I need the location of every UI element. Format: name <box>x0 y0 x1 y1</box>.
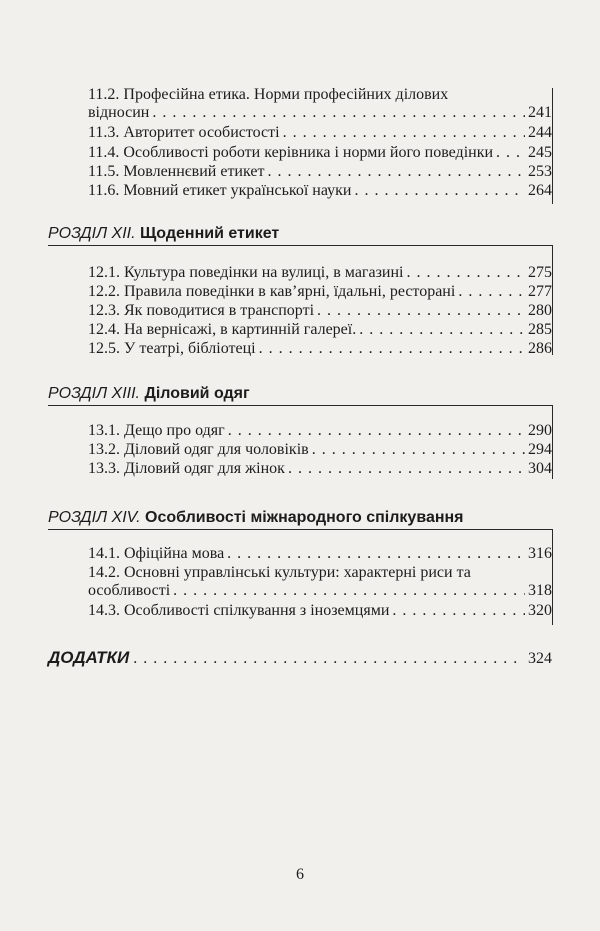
toc-entry-12-4 <box>88 321 552 339</box>
margin-rule <box>552 529 553 625</box>
toc-entry-13-1 <box>88 422 552 440</box>
page-number: 6 <box>296 866 304 883</box>
page-ref: 245 <box>528 144 552 161</box>
margin-rule <box>552 405 553 479</box>
leader-dots <box>133 650 524 668</box>
toc-entry-12-3 <box>88 302 552 320</box>
page-ref: 275 <box>528 264 552 281</box>
section-heading-12 <box>48 224 552 244</box>
toc-entry-11-2 <box>88 86 552 122</box>
leader-dots <box>227 545 525 563</box>
page-ref: 241 <box>528 104 552 121</box>
leader-dots <box>283 124 525 142</box>
appendix-title: ДОДАТКИ <box>48 648 130 667</box>
page-ref: 318 <box>528 582 552 599</box>
leader-dots <box>152 104 525 122</box>
page-ref: 244 <box>528 124 552 141</box>
entry-text: 14.3. Особливості спілкування з іноземцями <box>88 602 390 619</box>
heading-rule <box>48 405 553 406</box>
toc-entry-13-2 <box>88 441 552 459</box>
leader-dots <box>288 460 525 478</box>
section-heading-14 <box>48 508 552 528</box>
entry-text: 12.4. На вернісажі, в картинній галереї. <box>88 321 357 338</box>
toc-entry-11-4 <box>88 144 552 162</box>
leader-dots <box>458 283 525 301</box>
section-label: РОЗДІЛ XIII. <box>48 385 140 402</box>
entry-text: 14.1. Офіційна мова <box>88 545 225 562</box>
heading-rule <box>48 529 553 530</box>
leader-dots <box>228 422 525 440</box>
entry-text: 12.3. Як поводитися в транспорті <box>88 302 315 319</box>
entry-text: 11.2. Професійна етика. Норми професійних ділових <box>88 86 449 103</box>
entry-text: 11.5. Мовленнєвий етикет <box>88 163 265 180</box>
page-ref: 324 <box>528 650 552 667</box>
toc-entry-12-2 <box>88 283 552 301</box>
entry-text: 13.1. Дещо про одяг <box>88 422 225 439</box>
page-ref: 294 <box>528 441 552 458</box>
entry-text: 13.3. Діловий одяг для жінок <box>88 460 285 477</box>
entry-text: 12.1. Культура поведінки на вулиці, в магазині <box>88 264 404 281</box>
leader-dots <box>406 264 525 282</box>
toc-entry-13-3 <box>88 460 552 478</box>
entry-text: 13.2. Діловий одяг для чоловіків <box>88 441 309 458</box>
entry-text: 11.4. Особливості роботи керівника і норми його поведінки <box>88 144 494 161</box>
entry-text-cont: особливості <box>88 582 171 599</box>
section-title: Діловий одяг <box>144 385 250 402</box>
page-ref: 290 <box>528 422 552 439</box>
entry-text: 12.5. У театрі, бібліотеці <box>88 340 256 357</box>
leader-dots <box>173 582 525 600</box>
entry-text: 14.2. Основні управлінські культури: характерні риси та <box>88 564 471 581</box>
margin-rule <box>552 245 553 355</box>
toc-entry-11-3 <box>88 124 552 142</box>
page-ref: 253 <box>528 163 552 180</box>
page-ref: 277 <box>528 283 552 300</box>
toc-entry-14-1 <box>88 545 552 563</box>
leader-dots <box>312 441 525 459</box>
page-ref: 316 <box>528 545 552 562</box>
leader-dots <box>354 182 525 200</box>
leader-dots <box>317 302 525 320</box>
leader-dots <box>267 163 525 181</box>
section-title: Особливості міжнародного спілкування <box>145 509 464 526</box>
page-ref: 304 <box>528 460 552 477</box>
section-title: Щоденний етикет <box>140 225 280 242</box>
page-ref: 320 <box>528 602 552 619</box>
appendix-entry <box>48 648 552 668</box>
toc-entry-12-1 <box>88 264 552 282</box>
toc-entry-14-3 <box>88 602 552 620</box>
leader-dots <box>392 602 525 620</box>
entry-text: 11.6. Мовний етикет української науки <box>88 182 352 199</box>
leader-dots <box>359 321 525 339</box>
heading-rule <box>48 245 553 246</box>
toc-entry-11-6 <box>88 182 552 200</box>
section-heading-13 <box>48 384 552 404</box>
toc-entry-11-5 <box>88 163 552 181</box>
entry-text: 12.2. Правила поведінки в кав’ярні, їдальні, ресторані <box>88 283 456 300</box>
entry-text: 11.3. Авторитет особистості <box>88 124 280 141</box>
toc-entry-14-2 <box>88 564 552 600</box>
page-ref: 285 <box>528 321 552 338</box>
page-ref: 280 <box>528 302 552 319</box>
section-label: РОЗДІЛ XIV. <box>48 509 141 526</box>
entry-text-cont: відносин <box>88 104 150 121</box>
page-ref: 264 <box>528 182 552 199</box>
leader-dots <box>259 340 525 358</box>
section-label: РОЗДІЛ XII. <box>48 225 136 242</box>
page-ref: 286 <box>528 340 552 357</box>
leader-dots <box>496 144 525 162</box>
margin-rule <box>552 88 553 204</box>
toc-entry-12-5 <box>88 340 552 358</box>
